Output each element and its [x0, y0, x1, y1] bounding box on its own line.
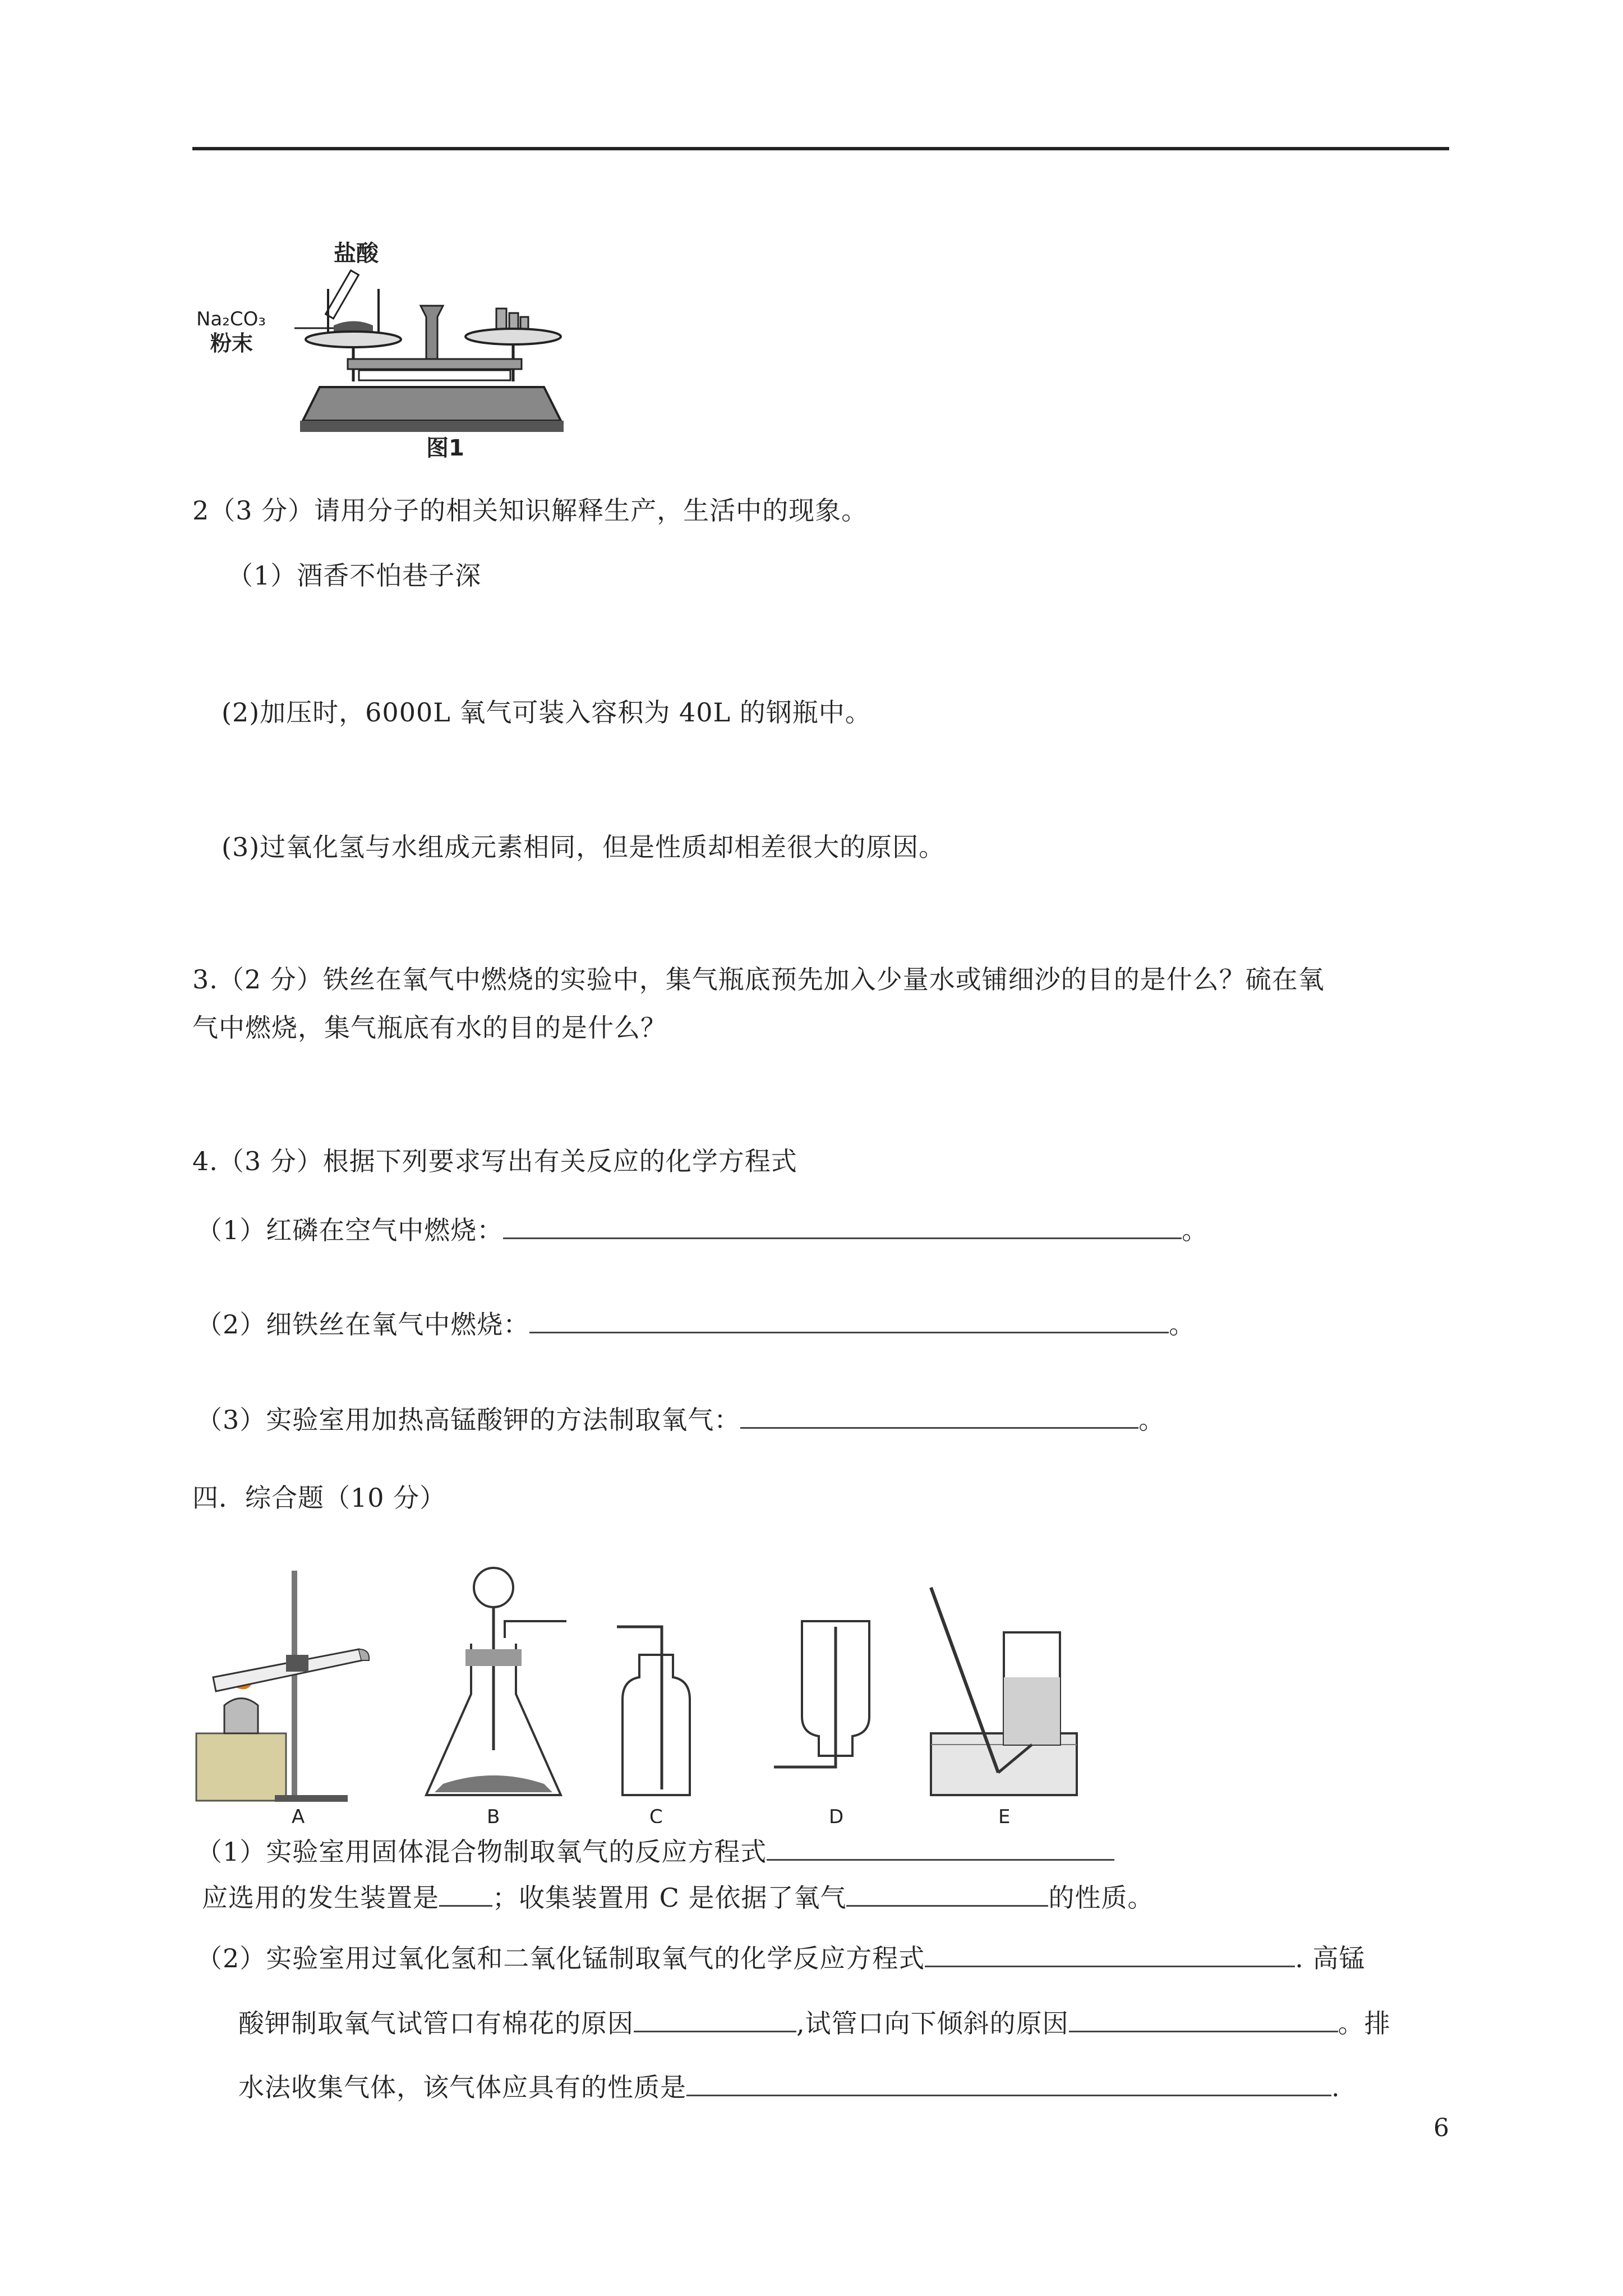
apparatus-d	[774, 1621, 869, 1767]
comp-q2-line3-a: 水法收集气体，该气体应具有的性质是	[238, 2072, 686, 2102]
apparatus-e	[931, 1588, 1077, 1795]
apparatus-label-d: D	[829, 1806, 844, 1823]
fig1-caption: 图1	[426, 435, 464, 460]
q4-sub3	[196, 1402, 1165, 1437]
q4-sub1-end: 。	[1182, 1215, 1209, 1245]
comp-q1-equation-blank[interactable]	[767, 1834, 1114, 1861]
fig1-powder-label-2: 粉末	[210, 331, 253, 356]
q4-stem: 4.（3 分）根据下列要求写出有关反应的化学方程式	[192, 1146, 797, 1176]
q4-sub1-blank[interactable]	[503, 1213, 1182, 1239]
comp-q1-line2-a: 应选用的发生装置是	[202, 1883, 439, 1913]
apparatus-label-b: B	[487, 1806, 500, 1823]
comp-q2-line2-a: 酸钾制取氧气试管口有棉花的原因	[238, 2008, 634, 2039]
q4-sub2-end: 。	[1169, 1309, 1196, 1340]
q4-sub1-text: （1）红磷在空气中燃烧：	[196, 1215, 504, 1245]
q2-stem: 2（3 分）请用分子的相关知识解释生产，生活中的现象。	[192, 495, 868, 526]
q2-sub1: （1）酒香不怕巷子深	[227, 560, 482, 591]
comp-q2-cotton-blank[interactable]	[634, 2006, 796, 2032]
q2-sub3: (3)过氧化氢与水组成元素相同，但是性质却相差很大的原因。	[222, 832, 946, 862]
comp-q2-line1-a: （2）实验室用过氧化氢和二氧化锰制取氧气的化学反应方程式	[196, 1943, 925, 1973]
apparatus-c	[617, 1627, 690, 1795]
comp-q2-line3-b: .	[1331, 2072, 1340, 2102]
q4-sub3-end: 。	[1138, 1405, 1165, 1435]
comp-q2-equation-blank[interactable]	[925, 1941, 1295, 1967]
q4-sub2-blank[interactable]	[529, 1307, 1169, 1333]
fig1-acid-label: 盐酸	[334, 241, 379, 266]
comp-q2-tilt-blank[interactable]	[1069, 2006, 1338, 2032]
apparatus-label-c: C	[649, 1806, 663, 1823]
comp-q2-line1-b: . 高锰	[1295, 1943, 1366, 1973]
apparatus-label-a: A	[292, 1806, 305, 1823]
apparatus-a	[196, 1571, 369, 1802]
comp-q2-line3	[238, 2070, 1340, 2104]
comp-q2-property-blank[interactable]	[686, 2070, 1331, 2096]
comp-q1-device-blank[interactable]	[439, 1880, 492, 1907]
apparatus-b	[426, 1568, 566, 1795]
section4-heading: 四．综合题（10 分）	[192, 1483, 446, 1513]
comp-q1-line2	[202, 1880, 1154, 1915]
comp-q1-line2-c: 的性质。	[1048, 1883, 1154, 1913]
comp-q2-line2	[238, 2006, 1391, 2040]
q2-sub2: (2)加压时，6000L 氧气可装入容积为 40L 的钢瓶中。	[222, 697, 872, 728]
fig1-powder-label-1: Na₂CO₃	[196, 308, 266, 330]
q3-line1: 3.（2 分）铁丝在氧气中燃烧的实验中，集气瓶底预先加入少量水或铺细沙的目的是什么？硫在氧	[192, 964, 1325, 995]
comp-q1-line1-text: （1）实验室用固体混合物制取氧气的反应方程式	[196, 1837, 767, 1867]
apparatus-label-e: E	[998, 1806, 1011, 1823]
comp-q1-line2-b: ；收集装置用 C 是依据了氧气	[492, 1883, 847, 1913]
q4-sub3-blank[interactable]	[740, 1402, 1138, 1429]
header-rule	[192, 147, 1449, 150]
q4-sub2-text: （2）细铁丝在氧气中燃烧：	[196, 1309, 530, 1340]
comp-q2-line2-b: ,试管口向下倾斜的原因	[796, 2008, 1069, 2039]
q4-sub3-text: （3）实验室用加热高锰酸钾的方法制取氧气：	[196, 1405, 741, 1435]
comp-q2-line2-c: 。排	[1338, 2008, 1391, 2039]
comp-q2-line1	[196, 1941, 1366, 1975]
figure-1-balance	[191, 236, 572, 460]
q3-line2: 气中燃烧，集气瓶底有水的目的是什么？	[192, 1013, 667, 1043]
apparatus-figure	[191, 1565, 1099, 1823]
comp-q1-property-blank[interactable]	[846, 1880, 1048, 1907]
comp-q1-line1	[196, 1834, 1114, 1869]
page-number: 6	[1433, 2114, 1449, 2142]
q4-sub1	[196, 1213, 1208, 1247]
q4-sub2	[196, 1307, 1195, 1341]
